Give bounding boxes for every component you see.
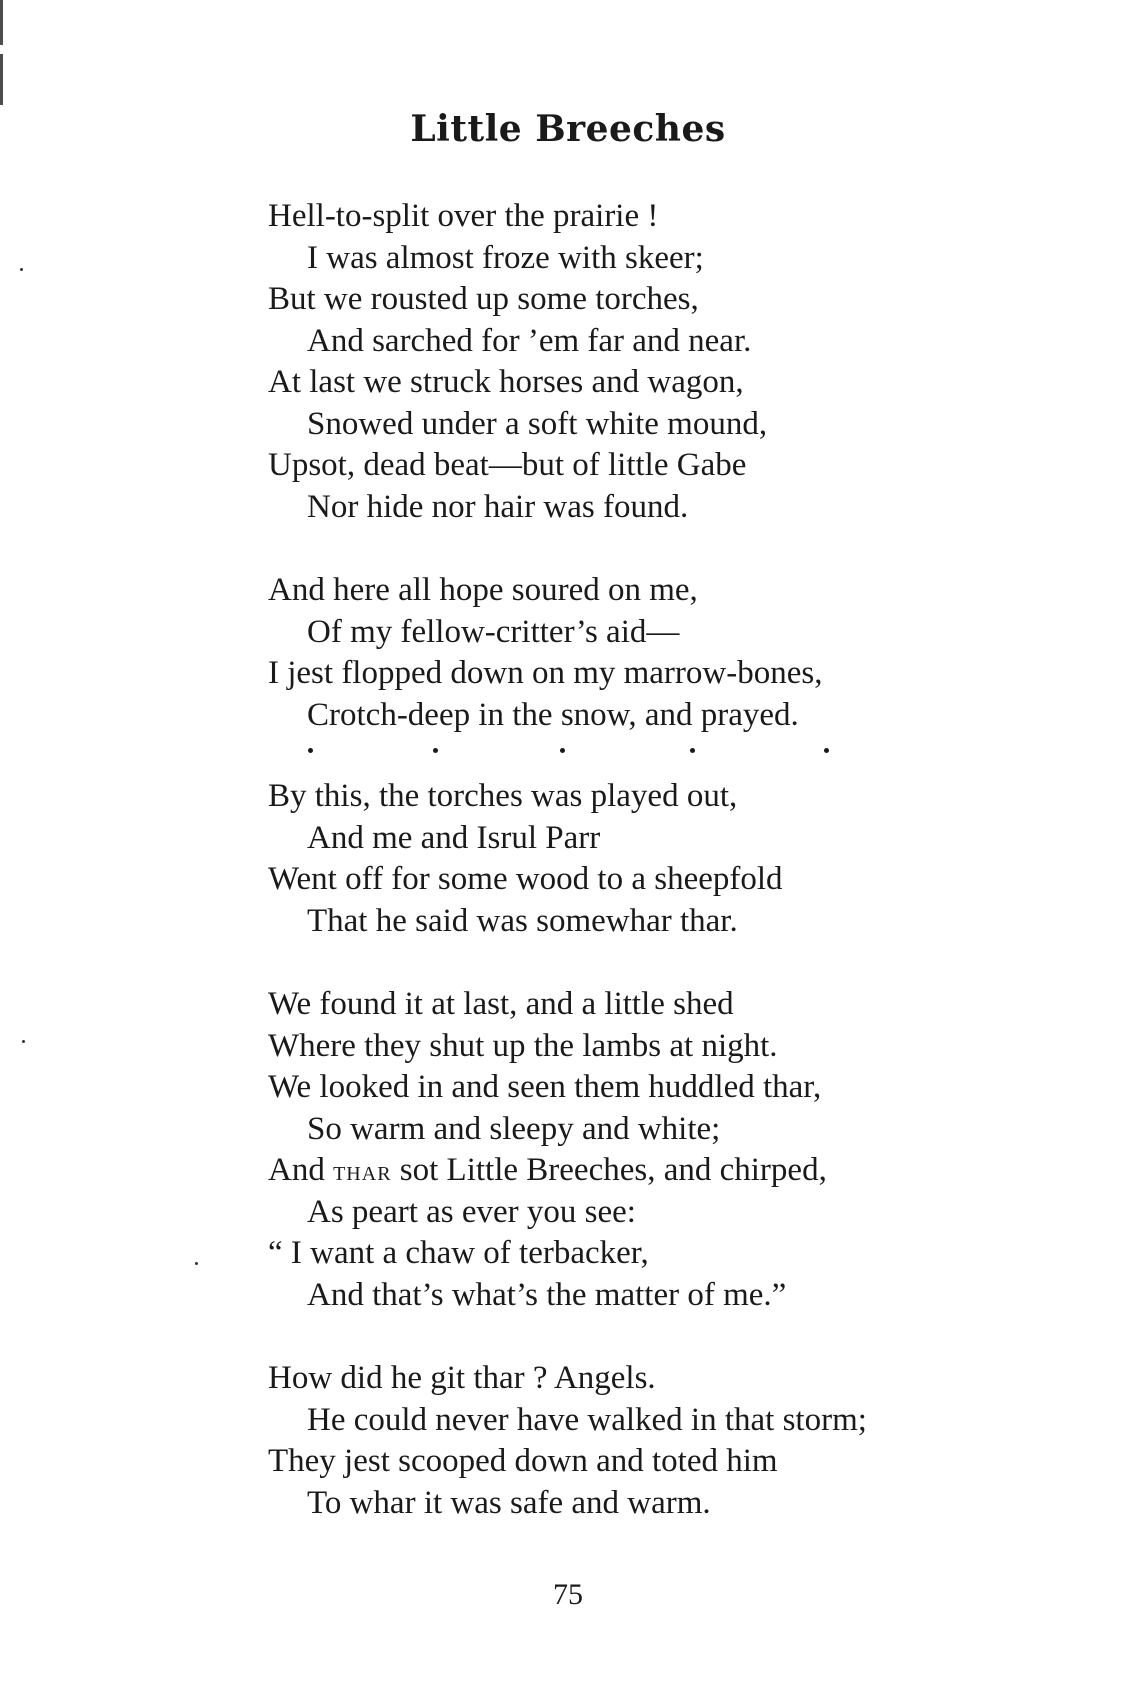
poem-line: He could never have walked in that storm;: [307, 1401, 867, 1438]
paper-speck: [195, 1262, 198, 1265]
poem-line: And that’s what’s the matter of me.”: [307, 1276, 787, 1313]
poem-title: Little Breeches: [410, 108, 726, 150]
stanza: [268, 776, 1088, 942]
poem-line: And sarched for ’em far and near.: [307, 322, 752, 359]
poem-line: [268, 1150, 1088, 1192]
poem-line: We looked in and seen them huddled thar,: [268, 1069, 822, 1105]
paper-speck: [20, 268, 23, 271]
poem-line: Upsot, dead beat—but of little Gabe: [268, 447, 747, 483]
divider-dot: [824, 748, 829, 753]
poem-line: We found it at last, and a little shed: [268, 986, 734, 1022]
poem-line: Where they shut up the lambs at night.: [268, 1027, 778, 1064]
paper-speck: [22, 1040, 25, 1043]
poem-line: I was almost froze with skeer;: [307, 239, 704, 276]
ellipsis-divider: [268, 738, 1088, 768]
poem-line: That he said was somewhar thar.: [307, 902, 738, 939]
poem-line: And here all hope soured on me,: [268, 572, 698, 608]
divider-dot: [560, 748, 565, 753]
poem-line: Hell-to-split over the prairie !: [268, 198, 659, 234]
poem-line: But we rousted up some torches,: [268, 281, 699, 317]
divider-dot: [433, 748, 438, 753]
stanza: [268, 196, 1088, 528]
line-text: sot Little Breeches, and chirped,: [391, 1152, 827, 1188]
line-text: And: [268, 1152, 334, 1188]
poem-line: Went off for some wood to a sheepfold: [268, 861, 783, 897]
small-caps-word: thar: [333, 1156, 392, 1187]
poem-line: To whar it was safe and warm.: [307, 1484, 711, 1521]
poem-line: So warm and sleepy and white;: [307, 1110, 721, 1147]
poem-line: Of my fellow-critter’s aid—: [307, 613, 680, 650]
stanza: [268, 984, 1088, 1316]
poem-line: “ I want a chaw of terbacker,: [268, 1235, 649, 1271]
poem-line: Nor hide nor hair was found.: [307, 488, 689, 525]
poem-line: And me and Isrul Parr: [307, 819, 601, 856]
poem-line: At last we struck horses and wagon,: [268, 364, 744, 400]
poem-line: They jest scooped down and toted him: [268, 1443, 778, 1479]
poem-line: Snowed under a soft white mound,: [307, 405, 768, 442]
stanza: [268, 1358, 1088, 1524]
divider-dot: [690, 748, 695, 753]
poem-body: [268, 196, 1088, 1566]
divider-dot: [308, 748, 313, 753]
page-number: 75: [553, 1578, 583, 1611]
poem-line: By this, the torches was played out,: [268, 778, 738, 814]
poem-line: I jest flopped down on my marrow-bones,: [268, 655, 823, 691]
stanza: [268, 570, 1088, 736]
poem-line: As peart as ever you see:: [307, 1193, 636, 1230]
poem-line: How did he git thar ? Angels.: [268, 1360, 656, 1396]
poem-line: Crotch-deep in the snow, and prayed.: [307, 696, 799, 733]
